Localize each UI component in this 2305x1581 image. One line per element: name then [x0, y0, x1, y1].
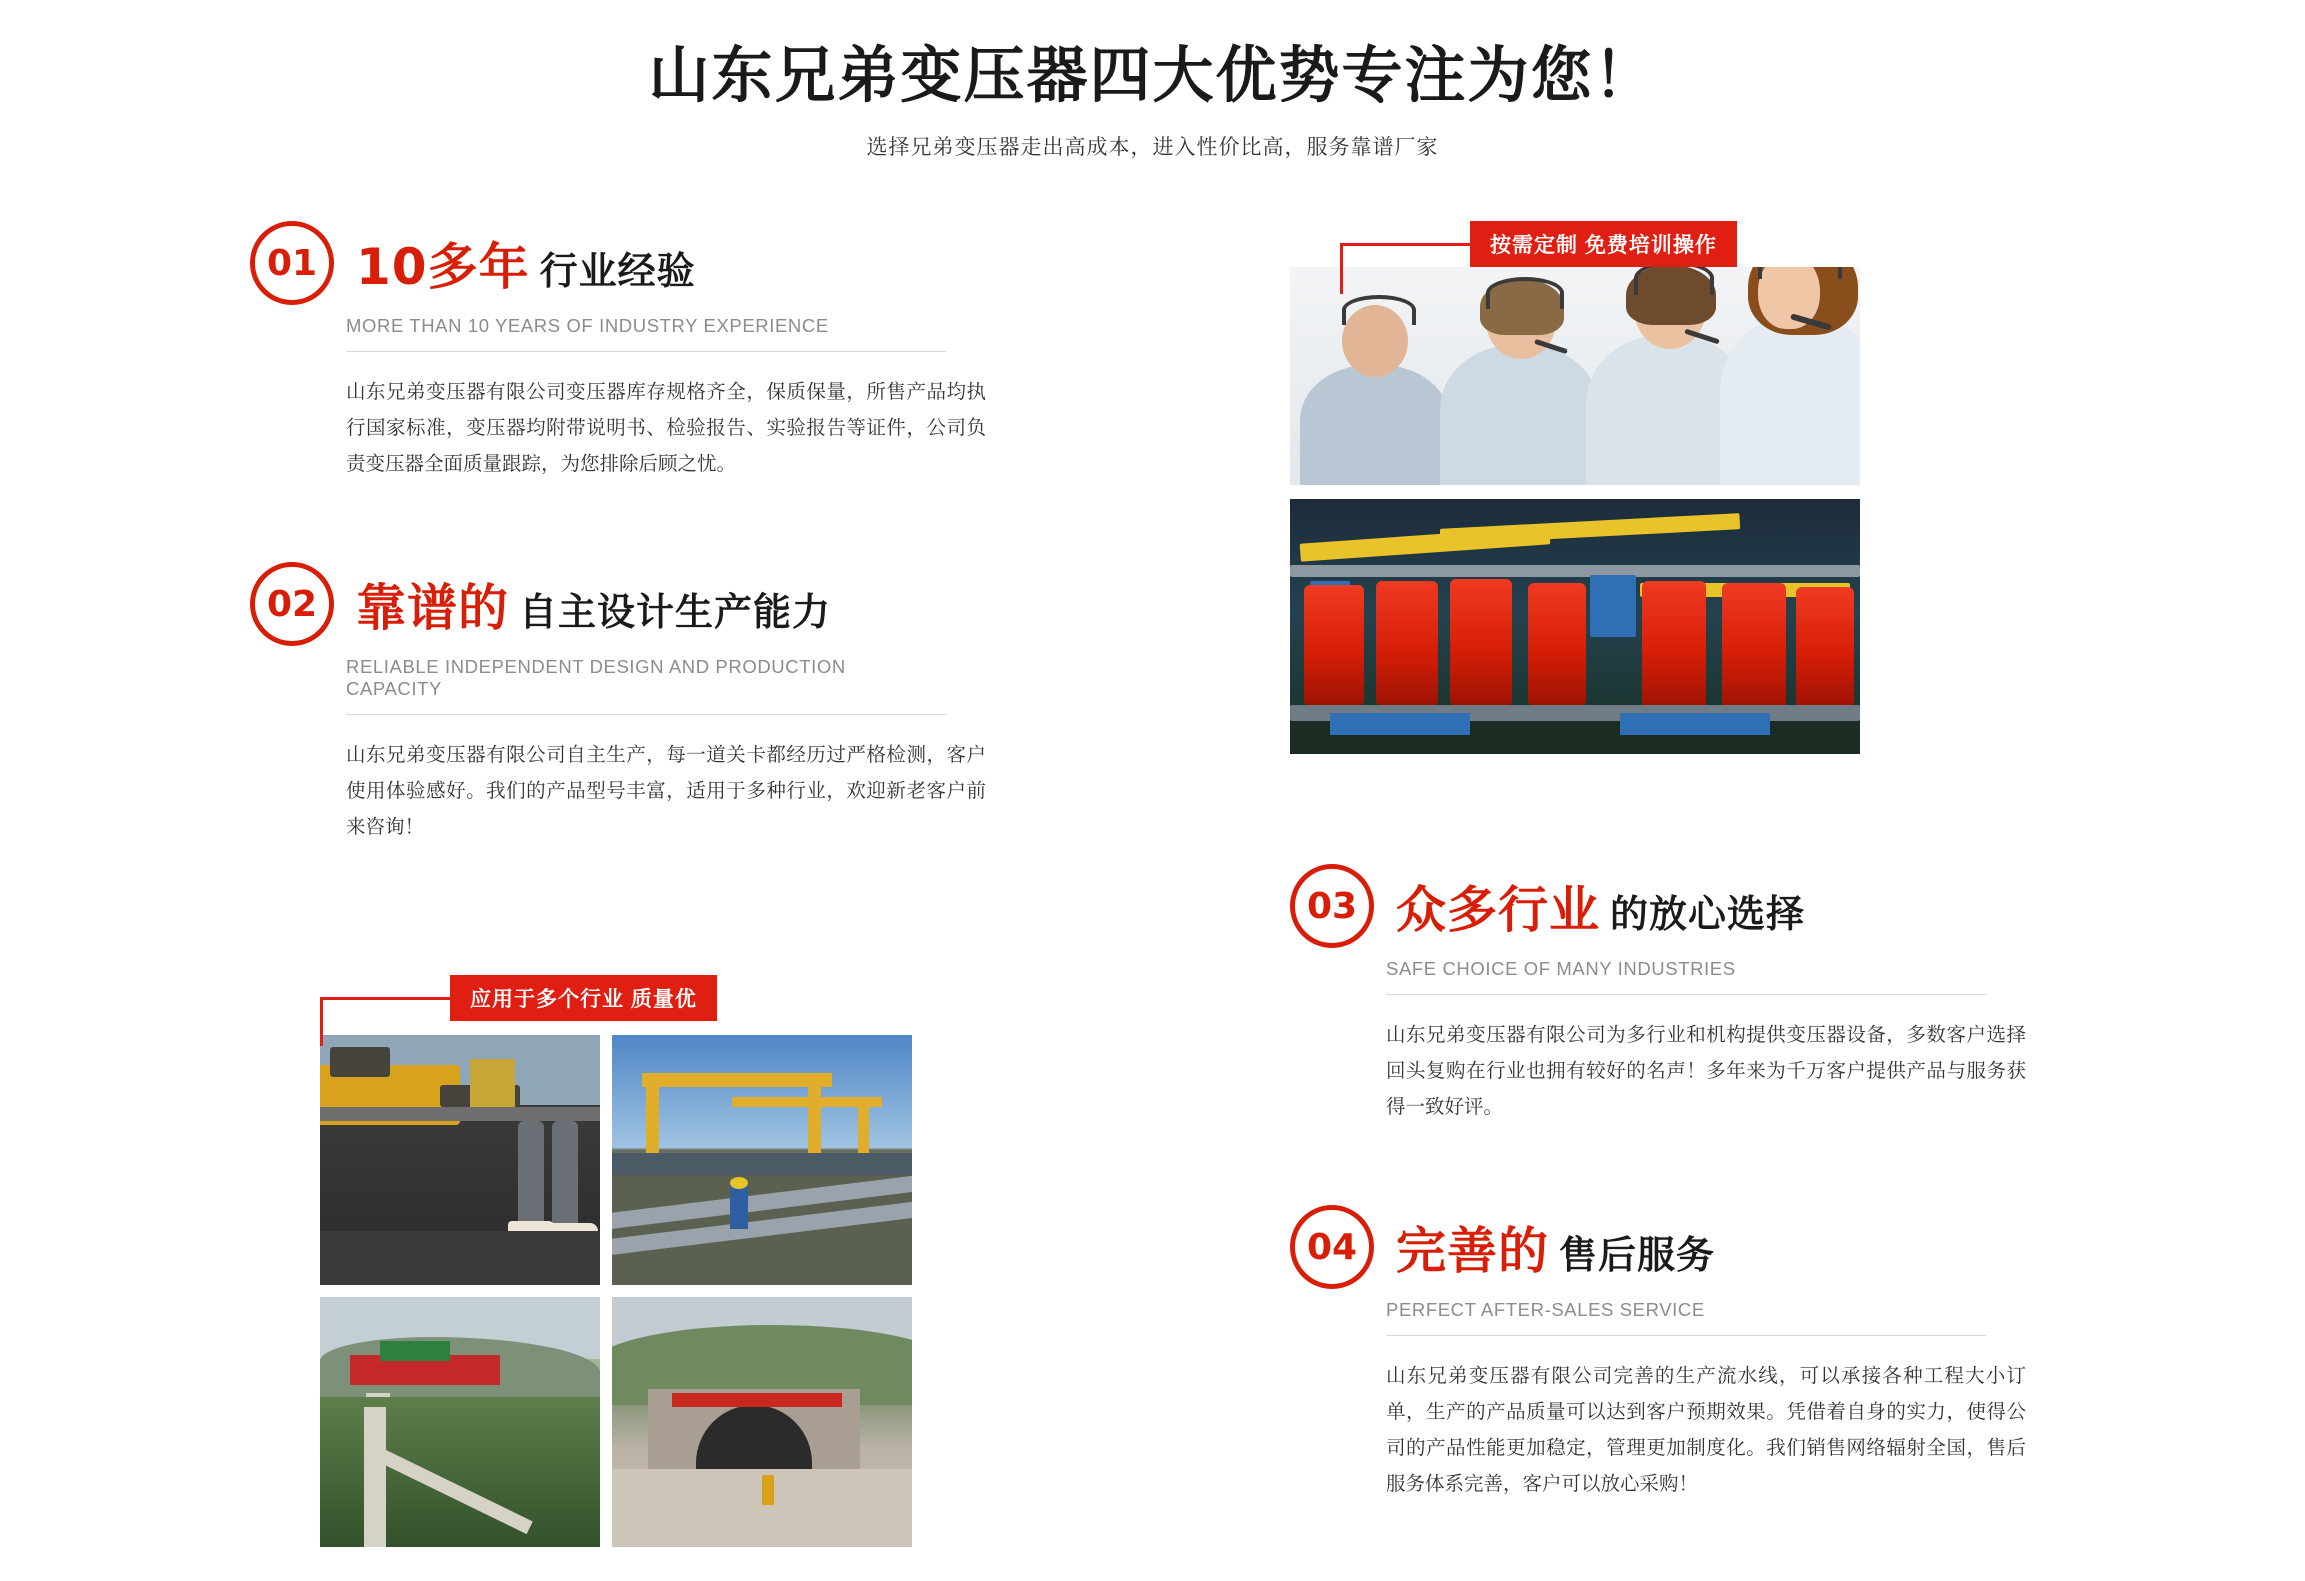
feature-01-number: 01: [250, 221, 334, 305]
feature-03-headline: [1396, 870, 1805, 942]
feature-02-headline-red: 靠谱的: [356, 579, 509, 638]
feature-02-body: 山东兄弟变压器有限公司自主生产，每一道关卡都经历过严格检测，客户使用体验感好。我们的产品型号丰富，适用于多种行业，欢迎新老客户前来咨询！: [346, 744, 986, 839]
photo-call-center: [1290, 267, 1860, 485]
right-image-tag: 按需定制 免费培训操作: [1470, 221, 1737, 267]
page-header: [0, 0, 2305, 161]
left-tag-row: [450, 975, 950, 1021]
feature-02-headline: [356, 568, 831, 640]
feature-04-head: [1290, 1205, 2080, 1289]
feature-02-headline-en: RELIABLE INDEPENDENT DESIGN AND PRODUCTION CAPACITY: [346, 656, 946, 715]
right-tag-connector-line: [1340, 243, 1473, 294]
feature-block-02: [250, 562, 986, 845]
feature-block-01: [250, 221, 986, 482]
feature-01-headline-red: 10多年: [356, 238, 530, 297]
photo-mountain-bridge: [320, 1297, 600, 1547]
feature-01-headline-dark: 行业经验: [539, 251, 696, 294]
feature-02-headline-dark: 自主设计生产能力: [519, 592, 832, 635]
left-tag-connector-line: [320, 997, 453, 1046]
feature-03-body: 山东兄弟变压器有限公司为多行业和机构提供变压器设备，多数客户选择回头复购在行业也拥有较好的名声！多年来为千万客户提供产品与服务获得一致好评。: [1386, 1024, 2026, 1119]
left-image-tag: 应用于多个行业 质量优: [450, 975, 717, 1021]
feature-03-number: 03: [1290, 864, 1374, 948]
feature-02-number: 02: [250, 562, 334, 646]
feature-block-04: [1290, 1205, 2080, 1502]
right-tag-row: [1470, 221, 2080, 267]
feature-04-headline-red: 完善的: [1396, 1222, 1549, 1281]
photo-gantry-crane: [612, 1035, 912, 1285]
feature-block-03: [1290, 864, 2080, 1125]
left-column: [250, 221, 986, 1547]
left-photo-grid: [320, 1035, 950, 1547]
photo-road-paving: [320, 1035, 600, 1285]
feature-03-headline-red: 众多行业: [1396, 881, 1600, 940]
feature-04-headline-dark: 售后服务: [1559, 1235, 1716, 1278]
feature-01-headline: [356, 227, 696, 299]
feature-03-headline-dark: 的放心选择: [1610, 894, 1806, 937]
feature-02-head: [250, 562, 950, 646]
right-column: [1290, 221, 2080, 1552]
feature-01-body: 山东兄弟变压器有限公司变压器库存规格齐全，保质保量，所售产品均执行国家标准，变压器均附带说明书、检验报告、实验报告等证件，公司负责变压器全面质量跟踪，为您排除后顾之忧。: [346, 381, 986, 476]
feature-01-headline-en: MORE THAN 10 YEARS OF INDUSTRY EXPERIENCE: [346, 315, 946, 352]
feature-01-head: [250, 221, 950, 305]
right-image-group: [1290, 221, 2080, 754]
feature-04-number: 04: [1290, 1205, 1374, 1289]
page-subtitle: 选择兄弟变压器走出高成本，进入性价比高，服务靠谱厂家: [866, 136, 1439, 160]
feature-03-head: [1290, 864, 2080, 948]
feature-03-headline-en: SAFE CHOICE OF MANY INDUSTRIES: [1386, 958, 1986, 995]
page-title: 山东兄弟变压器四大优势专注为您！: [648, 40, 1657, 111]
left-image-group: [320, 975, 950, 1547]
photo-transformer: [1290, 499, 1860, 754]
feature-04-body: 山东兄弟变压器有限公司完善的生产流水线，可以承接各种工程大小订单，生产的产品质量可以达到客户预期效果。凭借着自身的实力，使得公司的产品性能更加稳定，管理更加制度化。我们销售网络辐射全国，售后服务体系完善，客户可以放心采购！: [1386, 1365, 2026, 1496]
content-area: [0, 161, 2305, 1581]
feature-04-headline: [1396, 1211, 1715, 1283]
photo-tunnel: [612, 1297, 912, 1547]
feature-04-headline-en: PERFECT AFTER-SALES SERVICE: [1386, 1299, 1986, 1336]
